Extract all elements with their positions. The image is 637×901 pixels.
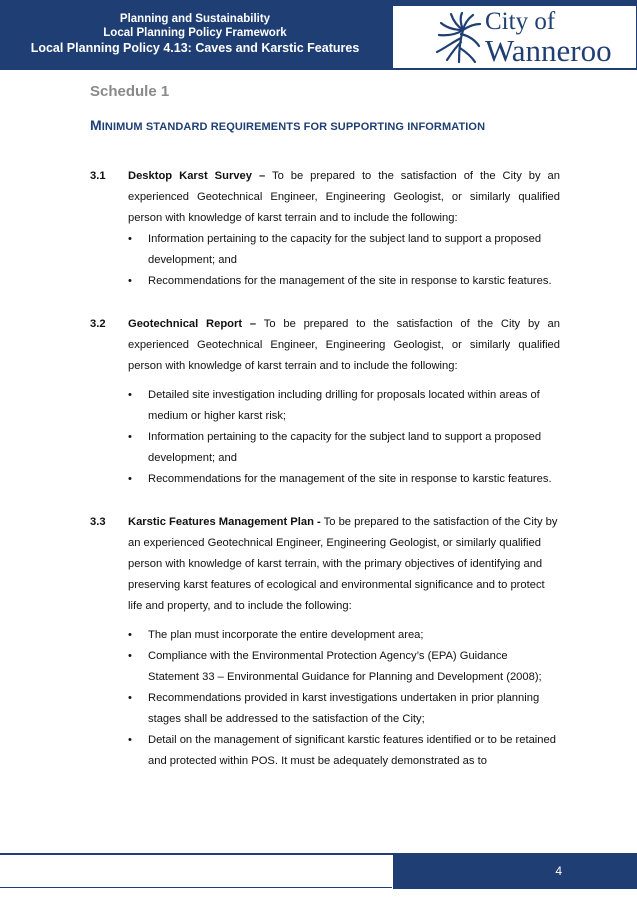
schedule-title: Schedule 1	[90, 83, 170, 100]
bullet-icon: •	[128, 692, 132, 704]
list-item: • Recommendations for the management of the site in response to karstic features.	[148, 469, 560, 490]
bullet-icon: •	[128, 650, 132, 662]
list-item: • Information pertaining to the capacity for the subject land to support a proposed development; and	[148, 229, 560, 271]
logo-flower-icon	[433, 12, 483, 64]
section-number: 3.2	[90, 318, 106, 330]
bullet-icon: •	[128, 233, 132, 245]
section-intro-text: To be prepared to the satisfaction of the City by an experienced Geotechnical Engineer, Engineering Geologist, or similarly qualified person with knowledge of karst terrain and to include the following:	[128, 170, 561, 224]
bullet-icon: •	[128, 629, 132, 641]
section-number: 3.3	[90, 516, 106, 528]
logo-wanneroo: Wanneroo	[485, 33, 612, 68]
footer-page-box	[393, 855, 637, 889]
section-body	[128, 314, 560, 377]
logo-city-of: City of	[485, 8, 556, 35]
bullet-icon: •	[128, 389, 132, 401]
section-heading	[90, 117, 485, 133]
list-item: • Information pertaining to the capacity for the subject land to support a proposed development; and	[148, 427, 560, 469]
bullet-list	[90, 229, 560, 292]
page-header	[0, 0, 637, 70]
section-intro-text: To be prepared to the satisfaction of the City by an experienced Geotechnical Engineer, Engineering Geologist, or similarly qualified person with knowledge of karst terrain and to include the following:	[128, 318, 561, 372]
logo-wordmark	[485, 8, 612, 66]
heading-initial: M	[90, 117, 102, 133]
section-intro	[128, 166, 560, 229]
section-title: Karstic Features Management Plan -	[128, 516, 321, 528]
bullet-icon: •	[128, 473, 132, 485]
section-intro	[128, 512, 560, 617]
list-item: • Compliance with the Environmental Protection Agency’s (EPA) Guidance Statement 33 – Environmental Guidance for Planning and Development (2008);	[148, 646, 560, 688]
heading-rest: INIMUM STANDARD REQUIREMENTS FOR SUPPORTING INFORMATION	[101, 121, 486, 133]
section-number: 3.1	[90, 170, 106, 182]
header-title-block	[2, 12, 388, 56]
section-title: Desktop Karst Survey –	[128, 170, 266, 182]
section-body	[128, 166, 560, 229]
bullet-icon: •	[128, 431, 132, 443]
section-intro-text: To be prepared to the satisfaction of the City by an experienced Geotechnical Engineer, Engineering Geologist, or similarly qualified person with knowledge of karst terrain, with the primary objectives of identifying and preserving karst features of ecological and environmental significance and to protect life and property, and to include the following:	[128, 516, 558, 612]
list-item: • Detail on the management of significant karstic features identified or to be retained and protected within POS. It must be adequately demonstrated as to	[148, 730, 560, 772]
bullet-list	[90, 625, 560, 772]
bullet-icon: •	[128, 275, 132, 287]
bullet-icon: •	[128, 734, 132, 746]
list-item: • Detailed site investigation including drilling for proposals located within areas of medium or higher karst risk;	[148, 385, 560, 427]
city-logo	[393, 6, 636, 68]
section-3-1	[90, 166, 560, 292]
section-body	[128, 512, 560, 617]
list-item: • The plan must incorporate the entire development area;	[148, 625, 560, 646]
section-3-2	[90, 314, 560, 490]
header-policy-title: Local Planning Policy 4.13: Caves and Karstic Features	[30, 41, 360, 55]
header-department: Planning and Sustainability	[119, 13, 271, 25]
section-3-3	[90, 512, 560, 772]
section-title: Geotechnical Report –	[128, 318, 257, 330]
header-framework: Local Planning Policy Framework	[103, 27, 287, 39]
footer-left-box	[0, 857, 392, 888]
list-item: • Recommendations provided in karst investigations undertaken in prior planning stages shall be addressed to the satisfaction of the City;	[148, 688, 560, 730]
list-item: • Recommendations for the management of the site in response to karstic features.	[148, 271, 560, 292]
page-number: 4	[555, 864, 562, 878]
section-intro	[128, 314, 560, 377]
bullet-list	[90, 385, 560, 490]
